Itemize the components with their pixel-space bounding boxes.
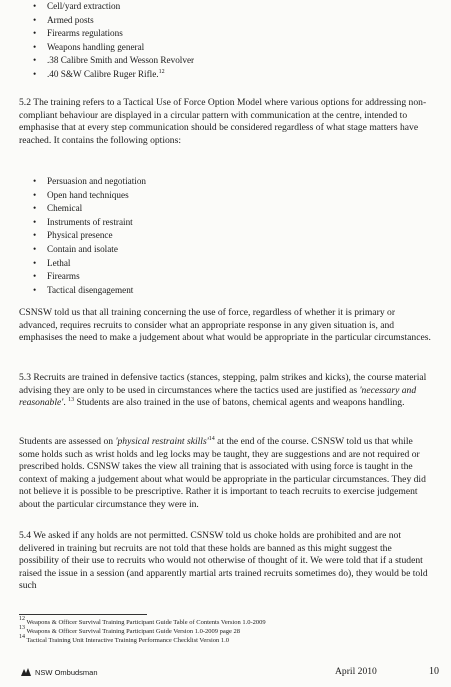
list-item: • Persuasion and negotiation: [33, 175, 146, 189]
footnote-divider: [19, 614, 147, 615]
footer-date: April 2010: [335, 666, 377, 677]
paragraph-csnsw: CSNSW told us that all training concerning the use of force, regardless of whether it is primary or advanced, requires recruits to consider what an appropriate response in any given situation is, and emphasises the need to make a judgement about what would be appropriate in the particular circumstances.: [19, 307, 431, 343]
list-item: • Contain and isolate: [33, 243, 146, 257]
list-item: • Open hand techniques: [33, 189, 146, 203]
list-item: • Physical presence: [33, 229, 146, 243]
footnote: $^{13}$ Weapons & Officer Survival Training Participant Guide Version 1.0-2009 page 28: [19, 625, 241, 635]
list-item: • Armed posts: [33, 14, 194, 28]
footnote: $^{14}$ Tactical Training Unit Interactive Training Performance Checklist Version 1.0: [19, 634, 230, 644]
list-item: • .38 Calibre Smith and Wesson Revolver: [33, 54, 194, 68]
list-item: • Lethal: [33, 257, 146, 271]
paragraph-5-4: 5.4 We asked if any holds are not permitted. CSNSW told us choke holds are prohibited and are not delivered in training but recruits are not told that these holds are banned as this might suggest the possibility of their use to recruits who would not otherwise of thought of it. We were told that if a student raised the issue in a session (and apparently martial arts trained recruits sometimes do), they would be told such: [19, 530, 428, 591]
list-item: • Firearms: [33, 270, 146, 284]
list-item: • Tactical disengagement: [33, 284, 146, 298]
org-name: NSW Ombudsman: [35, 667, 98, 677]
footnote-ref: 14: [208, 436, 215, 442]
list-item: • Chemical: [33, 202, 146, 216]
page-number: 10: [429, 666, 439, 677]
footnote-ref: 13: [68, 397, 75, 403]
footnote-ref: 12: [158, 68, 165, 75]
list-item: • Instruments of restraint: [33, 216, 146, 230]
waratah-logo-icon: [20, 667, 32, 677]
footnote: $^{12}$ Weapons & Officer Survival Training Participant Guide Table of Contents Version 1.0-2009: [19, 616, 266, 626]
force-options-list: [33, 175, 146, 297]
paragraph-5-2: 5.2 The training refers to a Tactical Use of Force Option Model where various options for addressing non-compliant behaviour are displayed in a circular pattern with communication at the centre, intended to emphasise that at every step communication should be considered regardless of what stage matters have reached. It contains the following options:: [19, 97, 427, 146]
list-item: • Firearms regulations: [33, 27, 194, 41]
list-item: • Cell/yard extraction: [33, 0, 194, 14]
training-topics-list: [33, 0, 194, 82]
list-item: • .40 S&W Calibre Ruger Rifle.$^{12}$: [33, 68, 194, 82]
paragraph-assessment: Students are assessed on 'physical restraint $skills'^{14}$ at the end of the course. CSNSW told us that while some holds such as wrist holds and leg locks may be taught, they are suggestions and are not required or prescribed holds. CSNSW takes the view all training that is associated with using force is taught in the context of making a judgement about what would be appropriate in the particular circumstances. They did not believe it is possible to be prescriptive. Rather it is important to teach recruits to exercise judgement about the particular circumstance they were in.: [19, 436, 426, 510]
list-item: • Weapons handling general: [33, 41, 194, 55]
ombudsman-logo: [20, 667, 98, 677]
paragraph-5-3: 5.3 Recruits are trained in defensive tactics (stances, stepping, palm strikes and kicks), the course material advising they are only to be used in circumstances where the tactics used are justified as 'necessary and reasonable'. $^{13}$ Students are also trained in the use of batons, chemical agents and weapons handling.: [19, 372, 427, 408]
